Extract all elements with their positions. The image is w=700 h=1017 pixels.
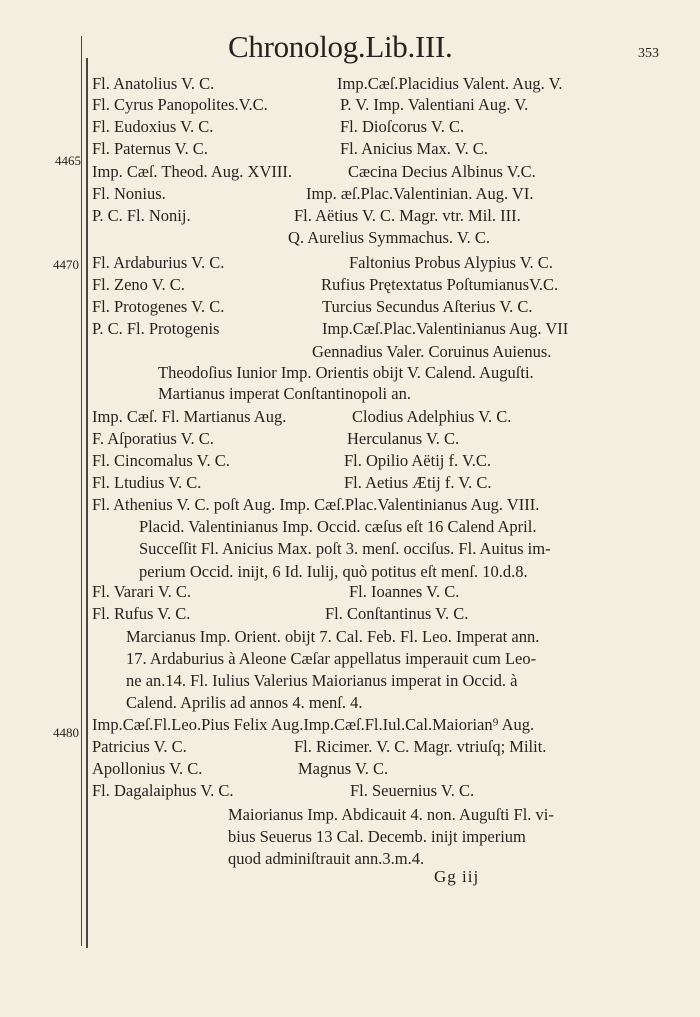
consul-entry-right: Fl. Conſtantinus V. C. <box>325 604 469 623</box>
consul-entry-left: Fl. Cincomalus V. C. <box>92 451 230 470</box>
consul-entry-left: Fl. Ltudius V. C. <box>92 473 202 492</box>
margin-rule-inner <box>86 58 88 948</box>
consul-entry-right: Rufius Prętextatus PoſtumianusV.C. <box>321 275 559 294</box>
consul-entry-left: Fl. Protogenes V. C. <box>92 297 225 316</box>
consul-entry-left: Fl. Rufus V. C. <box>92 604 191 623</box>
chronicle-paragraph-line: perium Occid. inijt, 6 Id. Iulij, quò potitus eſt menſ. 10.d.8. <box>139 562 528 581</box>
consul-entry-left: P. C. Fl. Protogenis <box>92 319 220 338</box>
consul-entry-right: Fl. Dioſcorus V. C. <box>340 117 465 136</box>
consul-entry-left: Fl. Ardaburius V. C. <box>92 253 225 272</box>
consul-entry-right: Magnus V. C. <box>298 759 389 778</box>
consul-entry-right: Imp. æſ.Plac.Valentinian. Aug. VI. <box>306 184 534 203</box>
margin-year: 4480 <box>53 725 79 740</box>
consul-entry-left: Fl. Dagalaiphus V. C. <box>92 781 234 800</box>
chronicle-paragraph-line: Placid. Valentinianus Imp. Occid. cæſus eſt 16 Calend April. <box>139 517 537 536</box>
consul-entry-left: Fl. Varari V. C. <box>92 582 192 601</box>
chronicle-paragraph-line: bius Seuerus 13 Cal. Decemb. inijt imperium <box>228 827 526 846</box>
chronicle-paragraph-line: Calend. Aprilis ad annos 4. menſ. 4. <box>126 693 363 712</box>
chronicle-note: Martianus imperat Conſtantinopoli an. <box>158 384 411 403</box>
consul-entry-right: Fl. Ricimer. V. C. Magr. vtriuſq; Milit. <box>294 737 547 756</box>
chronicle-paragraph-line: Maiorianus Imp. Abdicauit 4. non. Auguſti Fl. vi- <box>228 805 554 824</box>
consul-entry-left: Patricius V. C. <box>92 737 187 756</box>
consul-entry-left: Fl. Eudoxius V. C. <box>92 117 214 136</box>
signature-mark: Gg iij <box>434 867 480 886</box>
chronicle-paragraph-line: Marcianus Imp. Orient. obijt 7. Cal. Feb. Fl. Leo. Imperat ann. <box>126 627 540 646</box>
consul-entry-right: Imp.Cæſ.Plac.Valentinianus Aug. VII <box>322 319 569 338</box>
consul-entry-right: P. V. Imp. Valentiani Aug. V. <box>340 95 529 114</box>
consul-entry-full: Fl. Athenius V. C. poſt Aug. Imp. Cæſ.Plac.Valentinianus Aug. VIII. <box>92 495 540 514</box>
chronicle-note: Theodoſius Iunior Imp. Orientis obijt V. Calend. Auguſti. <box>158 363 534 382</box>
consul-entry-right: Fl. Ioannes V. C. <box>349 582 460 601</box>
consul-entry-center: Q. Aurelius Symmachus. V. C. <box>288 228 490 247</box>
consul-entry-left: Fl. Nonius. <box>92 184 166 203</box>
consul-entry-left: Fl. Paternus V. C. <box>92 139 208 158</box>
chronicle-paragraph-line: 17. Ardaburius à Aleone Cæſar appellatus imperauit cum Leo- <box>126 649 537 668</box>
consul-entry-left: Imp. Cæſ. Fl. Martianus Aug. <box>92 407 287 426</box>
consul-entry-left: Fl. Zeno V. C. <box>92 275 185 294</box>
margin-rule-outer <box>81 36 82 946</box>
consul-entry-left: Fl. Anatolius V. C. <box>92 74 215 93</box>
chronicle-paragraph-line: quod adminiſtrauit ann.3.m.4. <box>228 849 425 868</box>
consul-entry-right: Gennadius Valer. Coruinus Auienus. <box>312 342 552 361</box>
consul-entry-left: F. Aſporatius V. C. <box>92 429 214 448</box>
margin-year: 4465 <box>55 153 81 168</box>
consul-entry-right: Fl. Seuernius V. C. <box>350 781 475 800</box>
consul-entry-left: P. C. Fl. Nonij. <box>92 206 191 225</box>
consul-entry-right: Fl. Anicius Max. V. C. <box>340 139 488 158</box>
consul-entry-right: Imp.Cæſ.Placidius Valent. Aug. V. <box>337 74 563 93</box>
consul-entry-right: Fl. Aetius Ætij f. V. C. <box>344 473 492 492</box>
chronicle-paragraph-line: Succeſſit Fl. Anicius Max. poſt 3. menſ. occiſus. Fl. Auitus im- <box>139 539 551 558</box>
consul-entry-right: Clodius Adelphius V. C. <box>352 407 512 426</box>
consul-entry-right: Turcius Secundus Aſterius V. C. <box>322 297 533 316</box>
margin-year: 4470 <box>53 257 79 272</box>
consul-entry-right: Fl. Opilio Aëtij f. V.C. <box>344 451 492 470</box>
page-number: 353 <box>638 46 659 61</box>
consul-entry-left: Apollonius V. C. <box>92 759 203 778</box>
consul-entry-right: Cæcina Decius Albinus V.C. <box>348 162 536 181</box>
consul-entry-left: Imp. Cæſ. Theod. Aug. XVIII. <box>92 162 292 181</box>
page-title: Chronolog.Lib.III. <box>228 29 453 64</box>
consul-entry-right: Fl. Aëtius V. C. Magr. vtr. Mil. III. <box>294 206 521 225</box>
chronicle-paragraph-line: ne an.14. Fl. Iulius Valerius Maiorianus imperat in Occid. à <box>126 671 518 690</box>
consul-entry-right: Herculanus V. C. <box>347 429 460 448</box>
consul-entry-right: Faltonius Probus Alypius V. C. <box>349 253 553 272</box>
consul-entry-full: Imp.Cæſ.Fl.Leo.Pius Felix Aug.Imp.Cæſ.Fl.Iul.Cal.Maiorian⁹ Aug. <box>92 715 535 734</box>
consul-entry-left: Fl. Cyrus Panopolites.V.C. <box>92 95 268 114</box>
